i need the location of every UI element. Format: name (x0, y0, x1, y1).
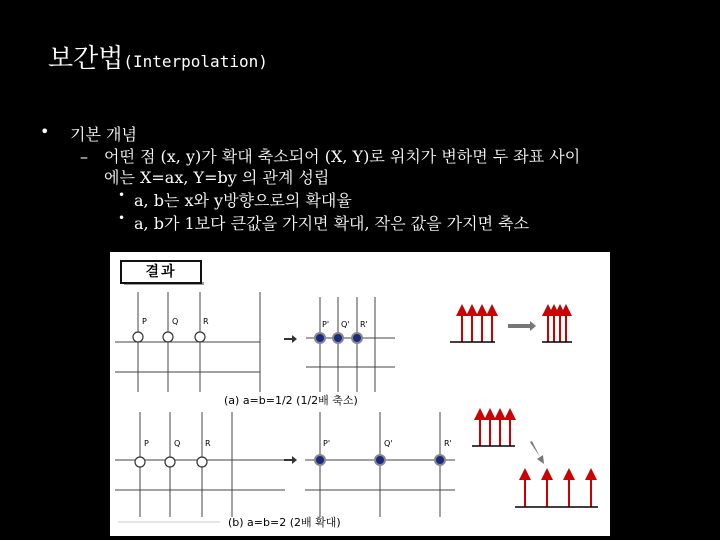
point-label: P (144, 439, 149, 448)
point-label: P (142, 317, 147, 326)
right-arrow-icon (284, 335, 297, 343)
bullet-dot: • (40, 122, 50, 141)
bullet-dash: – (80, 147, 88, 166)
point-label: P' (323, 439, 331, 448)
bullet-text-line: 에는 X=ax, Y=by 의 관계 성립 (104, 168, 330, 187)
bullet-text: 기본 개념 (70, 125, 137, 144)
point-label: Q (174, 439, 181, 448)
bullet-dot: • (118, 211, 126, 225)
points-b-before (135, 457, 207, 467)
slide-title-main: 보간법 (48, 44, 124, 74)
slide-title-sub: (Interpolation) (123, 52, 268, 71)
point-label: Q (172, 317, 179, 326)
point-label: P' (322, 320, 330, 329)
point-label: Q' (341, 320, 350, 329)
red-arrows-b-before (480, 414, 510, 446)
point-label: R' (360, 320, 368, 329)
figure-label: 결과 (120, 260, 202, 284)
bullet-text: a, b는 x와 y방향으로의 확대율 (134, 191, 352, 210)
point-label: R (203, 317, 209, 326)
grid-a-after (306, 297, 395, 392)
caption-a: (a) a=b=1/2 (1/2배 축소) (224, 394, 358, 407)
caption-b: (b) a=b=2 (2배 확대) (228, 516, 341, 529)
points-a-before (133, 332, 205, 342)
red-arrows-b-after (525, 474, 591, 507)
diagonal-arrow-icon (530, 441, 544, 464)
right-arrow-icon (508, 321, 536, 331)
bullet-text: a, b가 1보다 큰값을 가지면 확대, 작은 값을 가지면 축소 (134, 214, 530, 233)
interpolation-figure (110, 252, 610, 536)
point-label: Q' (384, 439, 393, 448)
figure-graphics (110, 252, 610, 536)
right-arrow-icon (284, 456, 297, 464)
red-arrows-a-before (462, 310, 492, 342)
point-label: R' (444, 439, 452, 448)
bullet-text (104, 146, 684, 188)
points-a-after (315, 333, 362, 343)
bullet-text-line: 어떤 점 (x, y)가 확대 축소되어 (X, Y)로 위치가 변하면 두 좌표 사이 (104, 147, 581, 166)
bullet-dot: • (118, 188, 126, 202)
point-label: R (205, 439, 211, 448)
slide-title (48, 38, 268, 75)
red-arrows-a-after (548, 310, 566, 342)
